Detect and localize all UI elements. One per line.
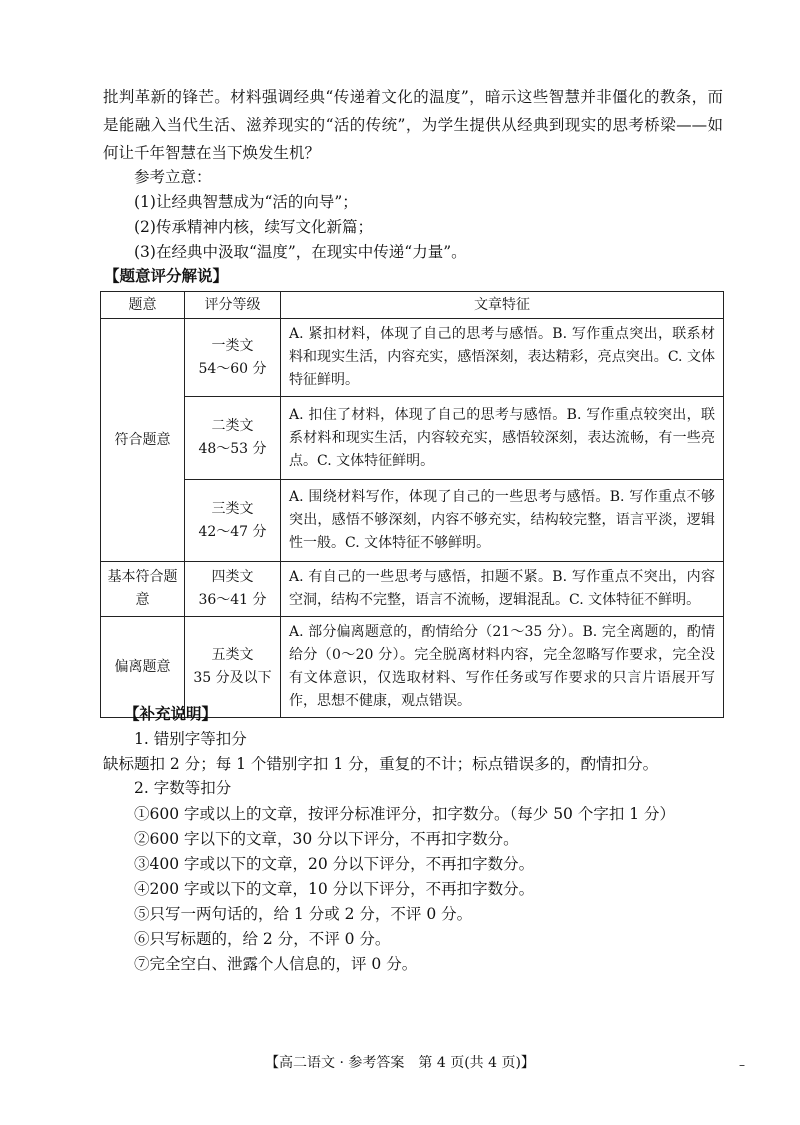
- rule-1: ①600 字或以上的文章，按评分标准评分，扣字数分。（每少 50 个字扣 1 分）: [134, 805, 676, 823]
- grade-range: 36～41 分: [198, 592, 267, 608]
- supplement-item1-title: 1. 错别字等扣分: [134, 730, 247, 748]
- grade-cell: [185, 562, 281, 617]
- features-cell: A. 围绕材料写作，体现了自己的一些思考与感悟。B. 写作重点不够突出，感悟不够深刻，内容不够充实，结构较完整，语言平淡，逻辑性一般。C. 文体特征不够鲜明。: [281, 480, 724, 562]
- features-cell: A. 部分偏离题意的，酌情给分（21～35 分）。B. 完全离题的，酌情给分（0～20 分）。完全脱离材料内容，完全忽略写作要求，完全没有文体意识，仅选取材料、写作任务或写作要求的只言片语展开写作，思想不健康，观点错误。: [281, 617, 724, 718]
- supplement-item1-text: 缺标题扣 2 分；每 1 个错别字扣 1 分，重复的不计；标点错误多的，酌情扣分。: [103, 755, 659, 773]
- grade-cell: [185, 319, 281, 397]
- grade-name: 四类文: [211, 569, 254, 585]
- group-deviate: 偏离题意: [101, 617, 185, 718]
- header-topic: 题意: [101, 292, 185, 319]
- features-cell: A. 有自己的一些思考与感悟，扣题不紧。B. 写作重点不突出，内容空洞，结构不完整，语言不流畅，逻辑混乱。C. 文体特征不鲜明。: [281, 562, 724, 617]
- reference-point-3: (3)在经典中汲取“温度”，在现实中传递“力量”。: [134, 243, 467, 261]
- table-row: [101, 562, 724, 617]
- intro-paragraph: 批判革新的锋芒。材料强调经典“传递着文化的温度”，暗示这些智慧并非僵化的教条，而是能融入当代生活、滋养现实的“活的传统”，为学生提供从经典到现实的思考桥梁——如何让千年智慧在当下焕发生机？: [103, 88, 723, 162]
- group-basic: 基本符合题意: [101, 562, 185, 617]
- table-row: [101, 397, 724, 480]
- grade-range: 54～60 分: [198, 360, 267, 377]
- features-cell: A. 扣住了材料，体现了自己的思考与感悟。B. 写作重点较突出，联系材料和现实生活，内容较充实，感悟较深刻，表达流畅，有一些亮点。C. 文体特征鲜明。: [281, 397, 724, 480]
- grade-range: 48～53 分: [198, 441, 267, 457]
- table-row: [101, 480, 724, 562]
- grade-name: 三类文: [211, 500, 254, 517]
- grade-range: 42～47 分: [198, 523, 267, 540]
- grade-cell: [185, 480, 281, 562]
- table-header-row: [101, 292, 724, 319]
- grade-name: 二类文: [211, 418, 254, 434]
- group-fit: 符合题意: [101, 319, 185, 562]
- rule-4: ④200 字或以下的文章，10 分以下评分，不再扣字数分。: [134, 880, 535, 898]
- grade-name: 五类文: [211, 647, 254, 663]
- table-row: [101, 319, 724, 397]
- grade-name: 一类文: [211, 337, 254, 354]
- header-features: 文章特征: [281, 292, 724, 319]
- page-footer: 【高二语文 · 参考答案 第 4 页(共 4 页)】: [265, 1055, 535, 1071]
- rule-2: ②600 字以下的文章，30 分以下评分，不再扣字数分。: [134, 830, 519, 848]
- header-grade: 评分等级: [185, 292, 281, 319]
- scoring-table: [100, 291, 724, 718]
- rule-3: ③400 字或以下的文章，20 分以下评分，不再扣字数分。: [134, 855, 535, 873]
- scoring-heading: 【题意评分解说】: [104, 266, 229, 285]
- reference-point-2: (2)传承精神内核，续写文化新篇；: [134, 218, 373, 236]
- grade-range: 35 分及以下: [193, 670, 272, 686]
- features-cell: A. 紧扣材料，体现了自己的思考与感悟。B. 写作重点突出，联系材料和现实生活，内容充实，感悟深刻，表达精彩，亮点突出。C. 文体特征鲜明。: [281, 319, 724, 397]
- corner-mark: –: [739, 1058, 745, 1072]
- rule-6: ⑥只写标题的，给 2 分，不评 0 分。: [134, 930, 391, 948]
- reference-point-1: (1)让经典智慧成为“活的向导”；: [134, 193, 358, 211]
- reference-title: 参考立意：: [134, 168, 212, 186]
- supplement-heading: 【补充说明】: [124, 704, 218, 723]
- rule-5: ⑤只写一两句话的，给 1 分或 2 分，不评 0 分。: [134, 905, 473, 923]
- rule-7: ⑦完全空白、泄露个人信息的，评 0 分。: [134, 955, 418, 973]
- grade-cell: [185, 397, 281, 480]
- supplement-item2-title: 2. 字数等扣分: [134, 779, 232, 797]
